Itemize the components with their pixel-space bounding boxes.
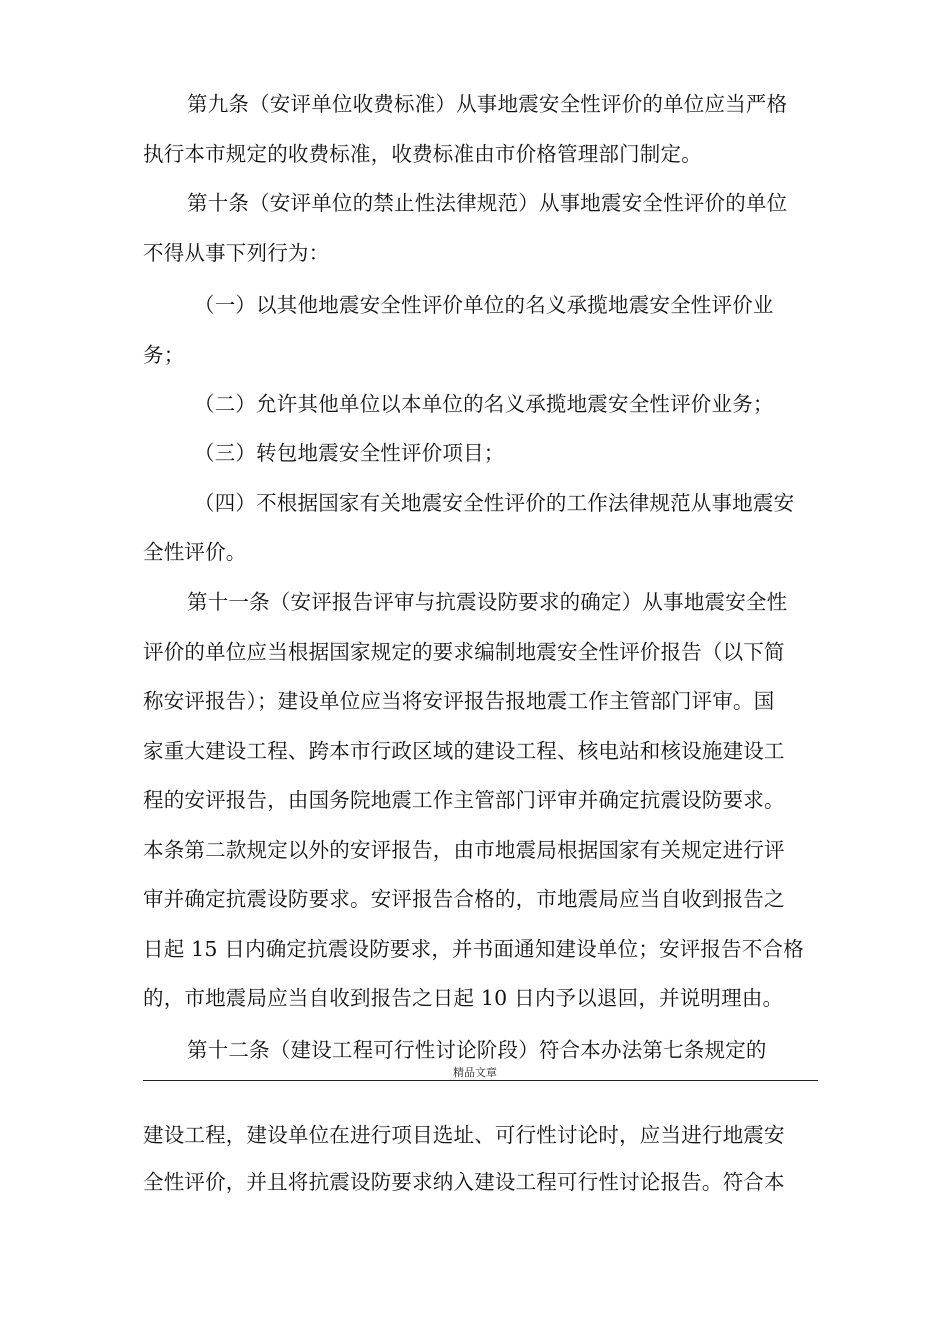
text-line: 全性评价，并且将抗震设防要求纳入建设工程可行性讨论报告。符合本 bbox=[143, 1170, 785, 1194]
text-line: 第十二条（建设工程可行性讨论阶段）符合本办法第七条规定的 bbox=[187, 1038, 767, 1062]
text-line: 程的安评报告，由国务院地震工作主管部门评审并确定抗震设防要求。 bbox=[143, 788, 785, 812]
text-line: （四）不根据国家有关地震安全性评价的工作法律规范从事地震安 bbox=[194, 491, 795, 515]
text-line: 全性评价。 bbox=[143, 540, 247, 564]
text-line: 不得从事下列行为： bbox=[143, 241, 330, 265]
text-line: （二）允许其他单位以本单位的名义承揽地震安全性评价业务； bbox=[194, 392, 774, 416]
text-line: 称安评报告）；建设单位应当将安评报告报地震工作主管部门评审。国 bbox=[143, 689, 775, 713]
text-line: 日起 15 日内确定抗震设防要求，并书面通知建设单位；安评报告不合格 bbox=[143, 937, 804, 961]
text-line: （一）以其他地震安全性评价单位的名义承揽地震安全性评价业 bbox=[194, 293, 774, 317]
page-footer-label: 精品文章 bbox=[453, 1066, 497, 1079]
text-line: 家重大建设工程、跨本市行政区域的建设工程、核电站和核设施建设工 bbox=[143, 739, 785, 763]
text-line: 第十条（安评单位的禁止性法律规范）从事地震安全性评价的单位 bbox=[187, 191, 788, 215]
text-line: 评价的单位应当根据国家规定的要求编制地震安全性评价报告（以下简 bbox=[143, 640, 785, 664]
text-line: 审并确定抗震设防要求。安评报告合格的，市地震局应当自收到报告之 bbox=[143, 887, 785, 911]
text-line: 建设工程，建设单位在进行项目选址、可行性讨论时，应当进行地震安 bbox=[143, 1123, 785, 1147]
text-line: 执行本市规定的收费标准，收费标准由市价格管理部门制定。 bbox=[143, 142, 702, 166]
text-line: 第十一条（安评报告评审与抗震设防要求的确定）从事地震安全性 bbox=[187, 590, 788, 614]
text-line: 务； bbox=[143, 343, 185, 367]
text-line: 的，市地震局应当自收到报告之日起 10 日内予以退回，并说明理由。 bbox=[143, 986, 784, 1010]
text-line: （三）转包地震安全性评价项目； bbox=[194, 441, 505, 465]
footer-divider bbox=[143, 1080, 818, 1081]
text-line: 本条第二款规定以外的安评报告，由市地震局根据国家有关规定进行评 bbox=[143, 838, 785, 862]
text-line: 第九条（安评单位收费标准）从事地震安全性评价的单位应当严格 bbox=[187, 92, 788, 116]
